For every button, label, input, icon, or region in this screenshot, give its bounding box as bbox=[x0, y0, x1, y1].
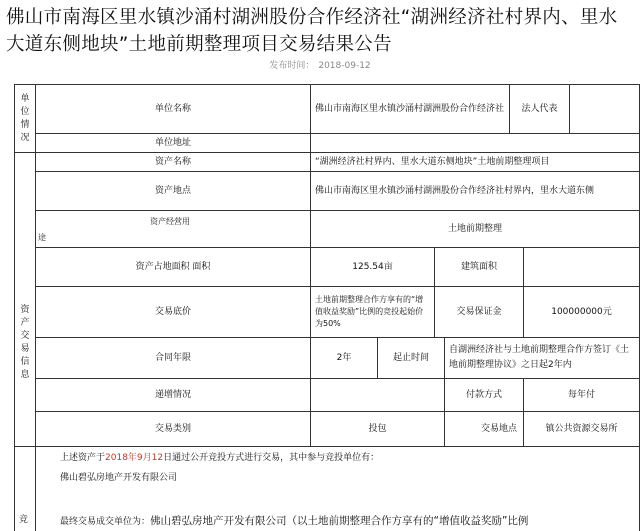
asset-area-label: 资产占地面积 面积 bbox=[35, 247, 311, 287]
unit-address-label: 单位地址 bbox=[35, 133, 311, 153]
increase-label: 递增情况 bbox=[35, 378, 311, 412]
asset-use-value: 土地前期整理 bbox=[310, 210, 640, 248]
result-line-1-pre: 上述资产于 bbox=[60, 453, 106, 463]
trade-place-value: 镇公共资源交易所 bbox=[523, 411, 640, 447]
publish-label: 发布时间： bbox=[269, 61, 315, 71]
result-table bbox=[14, 84, 640, 531]
final-bidder-label: 最终交易成交单位为： bbox=[60, 517, 151, 527]
trade-type-label: 交易类别 bbox=[35, 411, 311, 447]
asset-area-value: 125.54亩 bbox=[310, 247, 435, 287]
asset-location-label: 资产地点 bbox=[35, 171, 311, 211]
asset-section-label: 资 产 交 易 信 息 bbox=[14, 152, 36, 531]
contract-term-value: 2年 bbox=[310, 337, 378, 379]
legal-rep-label: 法人代表 bbox=[509, 84, 570, 134]
result-line-1 bbox=[60, 451, 379, 466]
increase-value bbox=[310, 378, 445, 412]
building-area-label: 建筑面积 bbox=[434, 247, 524, 287]
result-text bbox=[35, 446, 640, 531]
unit-name-label: 单位名称 bbox=[35, 84, 311, 134]
asset-location-value: 佛山市南海区里水镇沙涌村湖洲股份合作经济社村界内，里水大道东侧 bbox=[310, 171, 640, 211]
asset-name-value: “湖洲经济社村界内、里水大道东侧地块”土地前期整理项目 bbox=[310, 152, 640, 172]
trade-type-value: 投包 bbox=[310, 411, 445, 447]
unit-section-label: 单 位 情 况 bbox=[14, 84, 36, 153]
deposit-value: 100000000元 bbox=[523, 286, 640, 338]
payment-label: 付款方式 bbox=[444, 378, 524, 412]
contract-term-label: 合同年限 bbox=[35, 337, 311, 379]
start-end-value: 自湖洲经济社与土地前期整理合作方签订《土地前期整理协议》之日起2年内 bbox=[444, 337, 640, 379]
result-date: 2018年9月12 bbox=[105, 453, 164, 463]
trade-place-label: 交易地点 bbox=[444, 411, 524, 447]
asset-use-label-line1: 资产经营用 bbox=[150, 217, 190, 226]
result-section-label bbox=[14, 446, 36, 531]
final-bidder-value: 佛山碧弘房地产开发有限公司（以土地前期整理合作方享有的“增值收益奖励”比例 bbox=[150, 515, 529, 527]
deposit-label: 交易保证金 bbox=[434, 286, 524, 338]
reserve-price-value: 土地前期整理合作方享有的“增值收益奖励”比例的竞投起始价为50% bbox=[310, 286, 435, 338]
legal-rep-value bbox=[569, 84, 640, 134]
payment-value: 每年付 bbox=[523, 378, 640, 412]
asset-name-label: 资产名称 bbox=[35, 152, 311, 172]
page-title: 佛山市南海区里水镇沙涌村湖洲股份合作经济社“湖洲经济社村界内、里水大道东侧地块”土地前期整理项目交易结果公告 bbox=[6, 7, 618, 55]
bidder-name: 佛山碧弘房地产开发有限公司 bbox=[60, 473, 178, 483]
publish-value: 2018-09-12 bbox=[318, 61, 371, 71]
result-section-char: 竞 bbox=[19, 515, 29, 525]
final-bidder bbox=[60, 513, 528, 530]
asset-use-label-line2: 途 bbox=[38, 233, 46, 242]
reserve-price-label: 交易底价 bbox=[35, 286, 311, 338]
publish-date bbox=[0, 58, 640, 71]
unit-name-value: 佛山市南海区里水镇沙涌村湖洲股份合作经济社 bbox=[310, 84, 510, 134]
result-line-1-post: 日通过公开竞投方式进行交易，其中参与竞投单位有： bbox=[163, 453, 380, 463]
building-area-value bbox=[523, 247, 640, 287]
asset-use-label bbox=[35, 210, 311, 248]
unit-address-value bbox=[310, 133, 640, 153]
start-end-label: 起止时间 bbox=[377, 337, 445, 379]
